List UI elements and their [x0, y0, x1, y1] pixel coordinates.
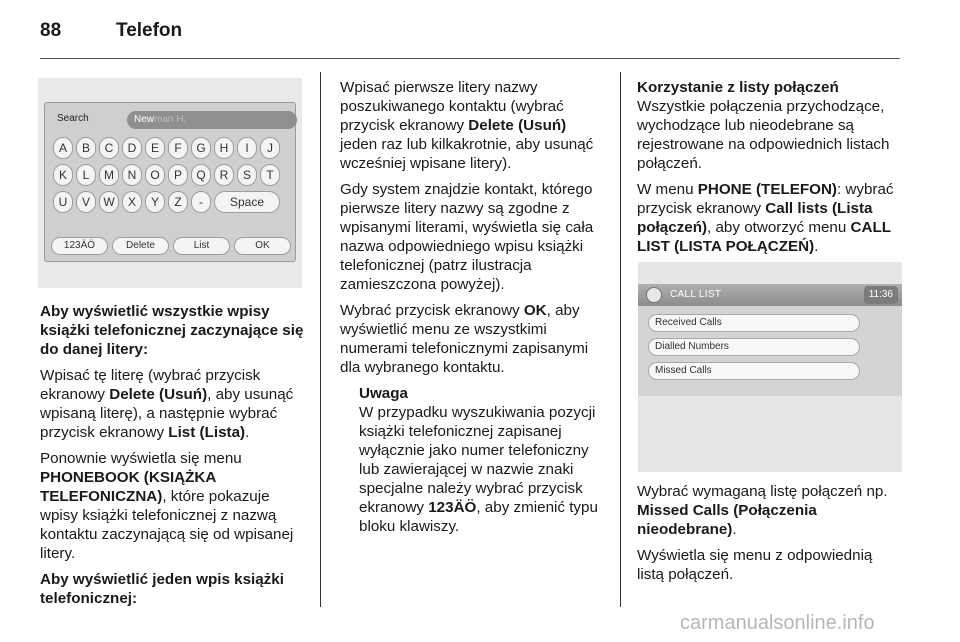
page-number: 88: [40, 20, 62, 41]
paragraph-phonebook-menu: Ponownie wyświetla się menu PHONEBOOK (KSIĄŻKA TELEFONICZNA), które pokazuje wpisy książki telefonicznej z nazwą kontaktu zaczynającą się od wpisanej litery.: [40, 450, 294, 562]
key[interactable]: R: [214, 164, 234, 186]
column-divider-2: [620, 72, 621, 607]
paragraph-select-ok: Wybrać przycisk ekranowy OK, aby wyświetlić menu ze wszystkimi numerami telefonicznymi zapisanymi dla wybranego kontaktu.: [340, 302, 589, 376]
key[interactable]: Z: [168, 191, 188, 213]
heading-all-entries: Aby wyświetlić wszystkie wpisy książki telefonicznej zaczynające się do danej litery:: [40, 303, 304, 358]
phonebook-screen: [44, 102, 296, 262]
note-title: Uwaga: [359, 385, 408, 402]
phonebook-button-row: [51, 237, 291, 255]
column-3-bottom: [637, 482, 903, 591]
key[interactable]: G: [191, 137, 211, 159]
keyboard-row-3: [53, 191, 289, 213]
paragraph-open-call-list: W menu PHONE (TELEFON): wybrać przycisk ekranowy Call lists (Lista połączeń), aby otworzyć menu CALL LIST (LISTA POŁĄCZEŃ).: [637, 181, 894, 255]
key[interactable]: Y: [145, 191, 165, 213]
missed-calls-label: Missed Calls (Połączenia nieodebrane): [637, 502, 817, 538]
heading-single-entry: Aby wyświetlić jeden wpis książki telefonicznej:: [40, 571, 284, 607]
key[interactable]: S: [237, 164, 257, 186]
note-text: W przypadku wyszukiwania pozycji książki telefonicznej zapisanej wyłącznie jako numer telefoniczny lub zawierającej w nazwie znaki specjalne należy wybrać przycisk ekranowy 123ÄÖ, aby zmienić typu bloku klawiszy.: [359, 404, 598, 535]
letter-keyboard: [53, 137, 289, 218]
key[interactable]: D: [122, 137, 142, 159]
paragraph-list-displayed: Wyświetla się menu z odpowiednią listą połączeń.: [637, 547, 873, 583]
call-lists-label: Call lists (Lista połączeń): [637, 200, 873, 236]
search-label: Search: [57, 113, 89, 124]
key[interactable]: N: [122, 164, 142, 186]
key[interactable]: F: [168, 137, 188, 159]
ok-label: OK: [523, 302, 547, 319]
key[interactable]: J: [260, 137, 280, 159]
search-row: [51, 111, 291, 129]
space-key[interactable]: Space: [214, 191, 280, 213]
keyboard-type-label: 123ÄÖ: [428, 499, 477, 516]
key[interactable]: H: [214, 137, 234, 159]
keyboard-row-1: [53, 137, 289, 159]
missed-calls-button[interactable]: Missed Calls: [648, 362, 860, 380]
key[interactable]: T: [260, 164, 280, 186]
paragraph-select-list: Wybrać wymaganą listę połączeń np. Missed Calls (Połączenia nieodebrane).: [637, 483, 888, 538]
key[interactable]: V: [76, 191, 96, 213]
keyboard-type-button[interactable]: 123ÄÖ: [51, 237, 108, 255]
search-hint: man H.: [154, 114, 187, 125]
key[interactable]: I: [237, 137, 257, 159]
column-divider-1: [320, 72, 321, 607]
key[interactable]: P: [168, 164, 188, 186]
key[interactable]: A: [53, 137, 73, 159]
call-list-screen: [638, 284, 902, 396]
call-list-title: CALL LIST: [670, 289, 722, 300]
delete-button[interactable]: Delete: [112, 237, 169, 255]
note-block: [340, 384, 606, 536]
delete-label: Delete (Usuń): [468, 117, 567, 134]
phone-menu-label: PHONE (TELEFON): [697, 181, 837, 198]
phonebook-label: PHONEBOOK (KSIĄŻKA TELEFONICZNA): [40, 469, 216, 505]
paragraph-contact-found: Gdy system znajdzie kontakt, którego pierwsze litery nazwy są zgodne z wpisanymi literami, wyświetla się cała nazwa odpowiedniego wpisu książki telefonicznej (patrz ilustracja zamieszczona powyżej).: [340, 181, 594, 293]
key[interactable]: Q: [191, 164, 211, 186]
heading-call-lists: Korzystanie z listy połączeń: [637, 79, 839, 96]
list-label: List (Lista): [168, 424, 246, 441]
phonebook-screen-figure: [38, 78, 302, 288]
call-list-title-bar: [638, 284, 902, 306]
key[interactable]: E: [145, 137, 165, 159]
list-button[interactable]: List: [173, 237, 230, 255]
keyboard-row-2: [53, 164, 289, 186]
column-3-top: [637, 78, 903, 263]
key[interactable]: M: [99, 164, 119, 186]
key[interactable]: U: [53, 191, 73, 213]
call-list-screen-figure: [638, 262, 902, 472]
clock-display: 11:36: [864, 286, 898, 304]
header-rule: [40, 58, 900, 59]
key[interactable]: L: [76, 164, 96, 186]
column-2: [340, 78, 606, 543]
search-value: New: [134, 114, 155, 125]
dialled-numbers-button[interactable]: Dialled Numbers: [648, 338, 860, 356]
paragraph-calls-logged: Wszystkie połączenia przychodzące, wychodzące lub nieodebrane są rejestrowane na odpowiednich listach połączeń.: [637, 98, 890, 172]
call-list-menu-label: CALL LIST (LISTA POŁĄCZEŃ): [637, 219, 891, 255]
ok-button[interactable]: OK: [234, 237, 291, 255]
key[interactable]: C: [99, 137, 119, 159]
delete-label: Delete (Usuń): [109, 386, 208, 403]
key[interactable]: B: [76, 137, 96, 159]
key[interactable]: -: [191, 191, 211, 213]
phone-icon: [646, 287, 662, 303]
key[interactable]: K: [53, 164, 73, 186]
received-calls-button[interactable]: Received Calls: [648, 314, 860, 332]
key[interactable]: X: [122, 191, 142, 213]
watermark: carmanualsonline.info: [680, 612, 875, 634]
paragraph-type-first-letters: Wpisać pierwsze litery nazwy poszukiwanego kontaktu (wybrać przycisk ekranowy Delete (Usuń) jeden raz lub kilkakrotnie, aby usunąć wcześniej wpisane litery).: [340, 79, 594, 172]
page-title: Telefon: [116, 20, 183, 41]
paragraph-type-letter: Wpisać tę literę (wybrać przycisk ekranowy Delete (Usuń), aby usunąć wpisaną literę), a następnie wybrać przycisk ekranowy List (Lista).: [40, 367, 294, 441]
key[interactable]: W: [99, 191, 119, 213]
key[interactable]: O: [145, 164, 165, 186]
search-input[interactable]: [127, 111, 297, 129]
column-1: [40, 302, 306, 615]
